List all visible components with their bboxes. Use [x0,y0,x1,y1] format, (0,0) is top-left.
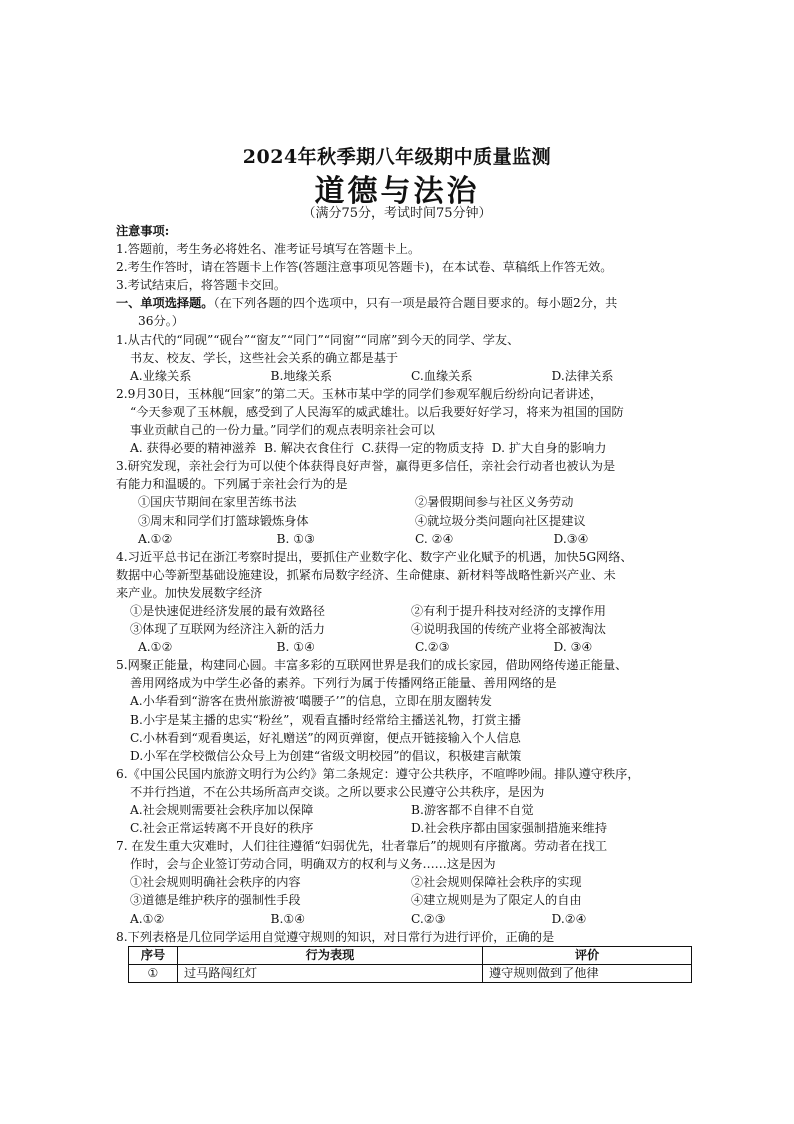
question-line: 6.《中国公民国内旅游文明行为公约》第二条规定：遵守公共秩序，不喧哗吵闹。排队遵守秩序， [116,766,640,781]
note-item: 3.考试结束后，将答题卡交回。 [116,278,287,293]
table-row [129,964,692,982]
option: B.地缘关系 [270,368,333,383]
note-item: 1.答题前，考生务必将姓名、准考证号填写在答题卡上。 [116,242,421,257]
option: D. 扩大自身的影响力 [491,441,607,456]
option: A.①② [138,640,173,655]
question-options [116,801,692,819]
section-instruction-text: （在下列各题的四个选项中，只有一项是最符合题目要求的。每小题2分，共 [213,296,618,311]
question-line: 7. 在发生重大灾难时，人们往往遵循“妇弱优先，壮者靠后”的规则有序撤离。劳动者在找工 [116,839,608,854]
question-statements [116,493,692,511]
question-line: 2.9月30日，玉林舰“回家”的第二天。玉林市某中学的同学们参观军舰后纷纷向记者讲述， [116,386,603,401]
question-line: 书友、校友、学长，这些社会关系的确立都是基于 [130,350,399,365]
section-instruction-cont: 36分。） [138,314,184,329]
statement: ③周末和同学们打篮球锻炼身体 [138,513,309,528]
table-header: 序号 [129,946,178,964]
question-line: 事业贡献自己的一份力量。”同学们的观点表明亲社会可以 [130,423,435,438]
question-line: 来产业。加快发展数字经济 [116,585,263,600]
option: C.血缘关系 [411,368,473,383]
question-options [116,439,692,457]
option: C.小林看到“观看奥运，好礼赠送”的网页弹窗，便点开链接输入个人信息 [130,730,521,745]
statement: ①国庆节期间在家里苦练书法 [138,495,297,510]
statement: ④说明我国的传统产业将全部被淘汰 [411,622,606,637]
option: A. 获得必要的精神滋养 [130,441,257,456]
table-cell: ① [129,964,178,982]
question-options [116,367,692,385]
section-heading: 一、单项选择题。 [116,296,214,311]
question-statements [116,873,692,891]
question-options [116,819,692,837]
question-statements [116,620,692,638]
question-line: 善用网络成为中学生必备的素养。下列行为属于传播网络正能量、善用网络的是 [130,676,557,691]
option: D. ③④ [553,640,593,655]
option: C.获得一定的物质支持 [361,441,485,456]
question-line: 3.研究发现，亲社会行为可以使个体获得良好声誉，赢得更多信任，亲社会行动者也被认为是 [116,459,616,474]
table-header: 行为表现 [178,946,483,964]
statement: ②有利于提升科技对经济的支撑作用 [411,603,606,618]
option: D.社会秩序都由国家强制措施来维持 [411,821,608,836]
question-line: 有能力和温暖的。下列属于亲社会行为的是 [116,477,348,492]
question-line: 4.习近平总书记在浙江考察时提出，要抓住产业数字化、数字产业化赋予的机遇，加快5G网络、 [116,549,633,564]
option: C.②③ [411,911,446,926]
note-item: 2.考生作答时，请在答题卡上作答(答题注意事项见答题卡)，在本试卷、草稿纸上作答无效。 [116,260,613,275]
table-header: 评价 [483,946,692,964]
table-header-row [129,946,692,964]
table-cell: 遵守规则做到了他律 [483,964,692,982]
notes-heading: 注意事项: [116,224,170,238]
question-options [116,530,692,548]
statement: ③体现了互联网为经济注入新的活力 [130,622,325,637]
question-line: 5.网聚正能量，构建同心圆。丰富多彩的互联网世界是我们的成长家园，借助网络传递正能量、 [116,658,628,673]
option: B.小宇是某主播的忠实“粉丝”，观看直播时经常给主播送礼物，打赏主播 [130,712,521,727]
table-cell: 过马路闯红灯 [178,964,483,982]
question-options [116,910,692,928]
option: A.①② [138,531,173,546]
question-options [116,638,692,656]
option: C.社会正常运转离不开良好的秩序 [130,821,314,836]
option: D.②④ [551,911,587,926]
option: A.①② [130,911,165,926]
option: A.小华看到“游客在贵州旅游被‘噶腰子’”的信息，立即在朋友圈转发 [130,694,492,709]
option: B.游客都不自律不自觉 [411,803,534,817]
exam-content [116,222,692,983]
statement: ③道德是维护秩序的强制性手段 [130,893,301,908]
option: B. ①④ [276,640,316,655]
question-line: 数据中心等新型基础设施建设，抓紧布局数字经济、生命健康、新材料等战略性新兴产业、未 [116,567,616,582]
question-line: 作时，会与企业签订劳动合同，明确双方的权利与义务……这是因为 [130,857,496,872]
exam-title: 2024年秋季期八年级期中质量监测 [242,146,552,168]
question-line: 1.从古代的“同砚”“砚台”“窗友”“同门”“同窗”“同席”到今天的同学、学友、 [116,332,520,347]
question-statements [116,602,692,620]
statement: ①是快速促进经济发展的最有效路径 [130,603,325,618]
option: D.法律关系 [551,368,614,383]
subject-title: 道德与法治 [314,174,480,209]
option: D.③④ [553,531,589,546]
option: B. 解决衣食住行 [264,441,354,456]
statement: ②社会规则保障社会秩序的实现 [411,875,582,890]
section-instruction [116,294,692,312]
question-line: 8.下列表格是几位同学运用自觉遵守规则的知识，对日常行为进行评价，正确的是 [116,929,555,944]
exam-info: （满分75分，考试时间75分钟） [302,206,492,221]
statement: ①社会规则明确社会秩序的内容 [130,875,301,890]
option: A.业缘关系 [130,368,192,383]
statement: ④建立规则是为了限定人的自由 [411,893,582,908]
question-statements [116,891,692,909]
option: C. ②④ [415,531,454,546]
option: C.②③ [415,640,450,655]
statement: ②暑假期间参与社区义务劳动 [415,495,574,510]
option: B.①④ [270,911,306,926]
question-statements [116,512,692,530]
option: A.社会规则需要社会秩序加以保障 [130,803,314,817]
question-line: 不并行挡道，不在公共场所高声交谈。之所以要求公民遵守公共秩序，是因为 [130,784,545,799]
evaluation-table [128,946,692,983]
option: B. ①③ [276,531,316,546]
option: D.小军在学校微信公众号上为创建“省级文明校园”的倡议，积极建言献策 [130,748,522,763]
question-line: “今天参观了玉林舰，感受到了人民海军的威武雄壮。以后我要好好学习，将来为祖国的国防 [130,404,624,419]
statement: ④就垃圾分类问题向社区提建议 [415,513,586,528]
